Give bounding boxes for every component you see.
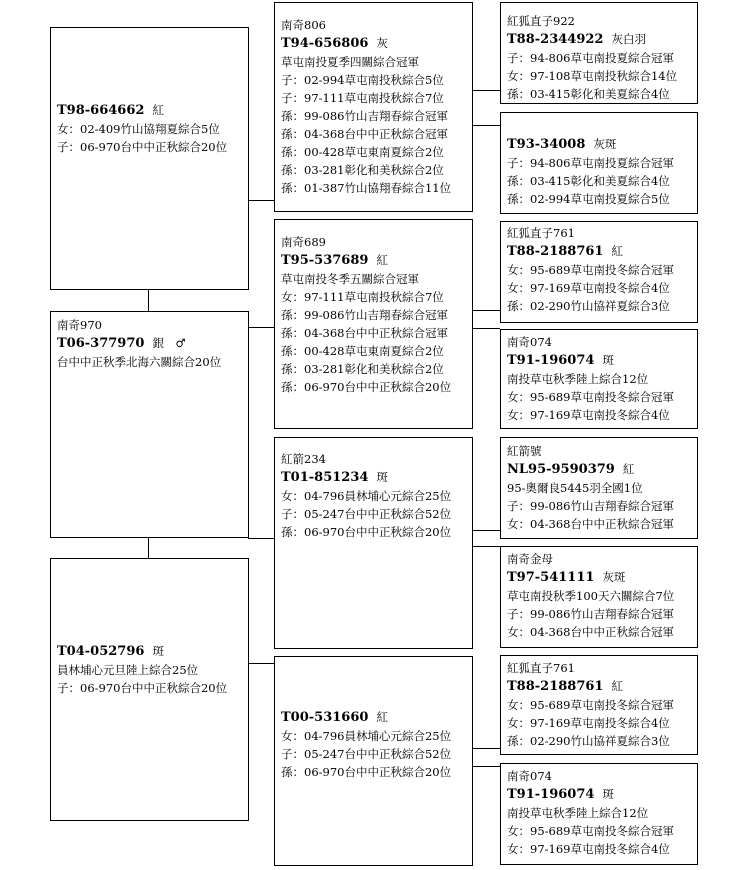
ds-line: 孫：06-970台中中正秋綜合20位 bbox=[281, 525, 452, 539]
sdd-line: 南投草屯秋季陸上綜合12位 bbox=[507, 372, 649, 386]
connector bbox=[248, 663, 274, 664]
connector bbox=[148, 537, 149, 559]
dds-line: 女：95-689草屯南投冬綜合冠軍 bbox=[507, 698, 674, 712]
ss-line: 孫：04-368台中中正秋綜合冠軍 bbox=[281, 127, 448, 141]
connector bbox=[472, 125, 500, 126]
sss-line: 女：97-108草屯南投秋綜合14位 bbox=[507, 69, 678, 83]
dd-color: 紅 bbox=[376, 709, 388, 724]
dss-color: 紅 bbox=[622, 462, 635, 476]
sd-line: 孫：06-970台中中正秋綜合20位 bbox=[281, 380, 452, 394]
sd-line: 孫：00-428草屯東南夏綜合2位 bbox=[281, 344, 444, 358]
dd-line: 孫：06-970台中中正秋綜合20位 bbox=[281, 764, 452, 779]
ssd-line: 子：94-806草屯南投夏綜合冠軍 bbox=[507, 156, 674, 170]
sds-line: 女：97-169草屯南投冬綜合4位 bbox=[507, 281, 670, 295]
ss-line: 子：02-994草屯南投秋綜合5位 bbox=[281, 73, 444, 87]
ss-line: 子：97-111草屯南投秋綜合7位 bbox=[281, 91, 444, 105]
connector bbox=[472, 530, 500, 531]
sd-ring: T95-537689 紅 bbox=[281, 253, 388, 268]
connector bbox=[472, 748, 500, 749]
dss-line: 95-奧爾良5445羽全國1位 bbox=[507, 481, 643, 495]
sss-color: 灰白羽 bbox=[611, 32, 646, 46]
ssd-ring: T93-34008 灰斑 bbox=[507, 137, 617, 152]
sss-ring: T88-2344922 灰白羽 bbox=[507, 32, 646, 47]
sds-color: 紅 bbox=[611, 244, 623, 258]
subject-ring: T98-664662 紅 bbox=[57, 103, 164, 118]
connector bbox=[472, 766, 500, 767]
ss-line: 孫：00-428草屯東南夏綜合2位 bbox=[281, 145, 444, 159]
dsd-line: 子：99-086竹山吉翔春綜合冠軍 bbox=[507, 607, 674, 621]
dds-box bbox=[500, 655, 698, 755]
sd-name: 南奇689 bbox=[281, 235, 326, 249]
sd-line: 孫：03-281彰化和美秋綜合2位 bbox=[281, 362, 444, 376]
ssd-color: 灰斑 bbox=[593, 137, 617, 151]
ssd-box bbox=[500, 112, 698, 214]
ddd-line: 女：97-169草屯南投冬綜合4位 bbox=[507, 842, 670, 856]
dam-sire-box bbox=[274, 437, 473, 649]
dsd-color: 灰斑 bbox=[602, 570, 626, 584]
sss-line: 子：94-806草屯南投夏綜合冠軍 bbox=[507, 51, 674, 65]
dss-box bbox=[500, 437, 698, 539]
sd-line: 孫：04-368台中中正秋綜合冠軍 bbox=[281, 326, 448, 340]
ddd-name: 南奇074 bbox=[507, 769, 552, 783]
connector bbox=[248, 200, 274, 201]
dds-color: 紅 bbox=[611, 679, 623, 693]
dsd-ring: T97-541111 灰斑 bbox=[507, 570, 626, 585]
sds-line: 女：95-689草屯南投冬綜合冠軍 bbox=[507, 263, 674, 277]
sire-dam-box bbox=[274, 219, 473, 429]
ss-ring: T94-656806 灰 bbox=[281, 36, 388, 51]
ss-color: 灰 bbox=[376, 36, 388, 50]
dam-color: 斑 bbox=[152, 644, 164, 658]
dd-line: 子：05-247台中中正秋綜合52位 bbox=[281, 746, 452, 761]
dam-line: 員林埔心元旦陸上綜合25位 bbox=[57, 663, 199, 677]
connector bbox=[472, 90, 500, 91]
sdd-line: 女：95-689草屯南投冬綜合冠軍 bbox=[507, 390, 674, 404]
connector bbox=[472, 328, 500, 329]
dsd-name: 南奇金母 bbox=[507, 552, 553, 566]
dds-ring: T88-2188761 紅 bbox=[507, 679, 623, 694]
ss-line: 草屯南投夏季四關綜合冠軍 bbox=[281, 55, 419, 69]
sd-color: 紅 bbox=[376, 253, 388, 267]
dss-name: 紅箭號 bbox=[507, 444, 542, 458]
sd-line: 草屯南投冬季五關綜合冠軍 bbox=[281, 272, 419, 286]
sds-name: 紅狐直子761 bbox=[507, 226, 575, 240]
ssd-line: 孫：03-415彰化和美夏綜合4位 bbox=[507, 174, 670, 188]
ddd-box bbox=[500, 763, 698, 865]
dam-ring: T04-052796 斑 bbox=[57, 644, 164, 659]
ddd-line: 南投草屯秋季陸上綜合12位 bbox=[507, 806, 649, 820]
connector bbox=[248, 538, 274, 539]
sss-name: 紅狐直子922 bbox=[507, 14, 575, 28]
dds-line: 女：97-169草屯南投冬綜合4位 bbox=[507, 716, 670, 730]
dss-line: 子：99-086竹山吉翔春綜合冠軍 bbox=[507, 499, 674, 513]
dd-ring: T00-531660 紅 bbox=[281, 709, 388, 725]
ddd-color: 斑 bbox=[602, 787, 614, 801]
dds-line: 孫：02-290竹山協祥夏綜合3位 bbox=[507, 734, 670, 748]
sd-line: 孫：99-086竹山吉翔春綜合冠軍 bbox=[281, 308, 448, 322]
sdd-name: 南奇074 bbox=[507, 335, 552, 349]
sdd-box bbox=[500, 329, 698, 429]
sire-name: 南奇970 bbox=[57, 318, 102, 332]
dam-line: 子：06-970台中中正秋綜合20位 bbox=[57, 681, 228, 695]
ds-line: 女：04-796員林埔心元綜合25位 bbox=[281, 489, 452, 503]
sire-color: 銀 ♂ bbox=[152, 336, 186, 350]
dss-line: 女：04-368台中中正秋綜合冠軍 bbox=[507, 517, 674, 531]
ss-line: 孫：01-387竹山協翔春綜合11位 bbox=[281, 181, 452, 195]
dd-line: 女：04-796員林埔心元綜合25位 bbox=[281, 728, 452, 743]
ssd-line: 孫：02-994草屯南投夏綜合5位 bbox=[507, 192, 670, 206]
sdd-color: 斑 bbox=[602, 353, 614, 367]
connector bbox=[472, 546, 500, 547]
dsd-line: 女：04-368台中中正秋綜合冠軍 bbox=[507, 625, 674, 639]
dds-name: 紅狐直子761 bbox=[507, 661, 575, 675]
ss-name: 南奇806 bbox=[281, 18, 326, 32]
ds-name: 紅箭234 bbox=[281, 452, 326, 466]
sire-box bbox=[50, 311, 249, 538]
sss-box bbox=[500, 2, 698, 104]
sds-box bbox=[500, 221, 698, 323]
subject-color: 紅 bbox=[152, 103, 164, 117]
dam-dam-box bbox=[274, 656, 473, 866]
dsd-line: 草屯南投秋季100天六關綜合7位 bbox=[507, 589, 675, 603]
subject-line: 子：06-970台中中正秋綜合20位 bbox=[57, 140, 228, 154]
connector bbox=[248, 327, 274, 328]
sire-sire-box bbox=[274, 2, 473, 212]
sds-ring: T88-2188761 紅 bbox=[507, 244, 623, 259]
subject-box bbox=[50, 27, 249, 290]
subject-line: 女：02-409竹山協翔夏綜合5位 bbox=[57, 122, 220, 136]
sire-line: 台中中正秋季北海六關綜合20位 bbox=[57, 355, 222, 369]
ss-line: 孫：99-086竹山吉翔春綜合冠軍 bbox=[281, 109, 448, 123]
sdd-ring: T91-196074 斑 bbox=[507, 353, 614, 368]
ddd-line: 女：95-689草屯南投冬綜合冠軍 bbox=[507, 824, 674, 838]
sdd-line: 女：97-169草屯南投冬綜合4位 bbox=[507, 408, 670, 422]
dam-box bbox=[50, 558, 249, 821]
dsd-box bbox=[500, 546, 698, 648]
sss-line: 孫：03-415彰化和美夏綜合4位 bbox=[507, 87, 670, 101]
ss-line: 孫：03-281彰化和美秋綜合2位 bbox=[281, 163, 444, 177]
ds-line: 子：05-247台中中正秋綜合52位 bbox=[281, 507, 452, 521]
ds-ring: T01-851234 斑 bbox=[281, 470, 388, 485]
sire-ring: T06-377970 銀 ♂ bbox=[57, 336, 186, 351]
ddd-ring: T91-196074 斑 bbox=[507, 787, 614, 802]
dss-ring: NL95-9590379 紅 bbox=[507, 462, 635, 477]
sds-line: 孫：02-290竹山協祥夏綜合3位 bbox=[507, 299, 670, 313]
ds-color: 斑 bbox=[376, 470, 388, 484]
sd-line: 女：97-111草屯南投秋綜合7位 bbox=[281, 290, 444, 304]
connector bbox=[472, 310, 500, 311]
connector bbox=[148, 289, 149, 311]
